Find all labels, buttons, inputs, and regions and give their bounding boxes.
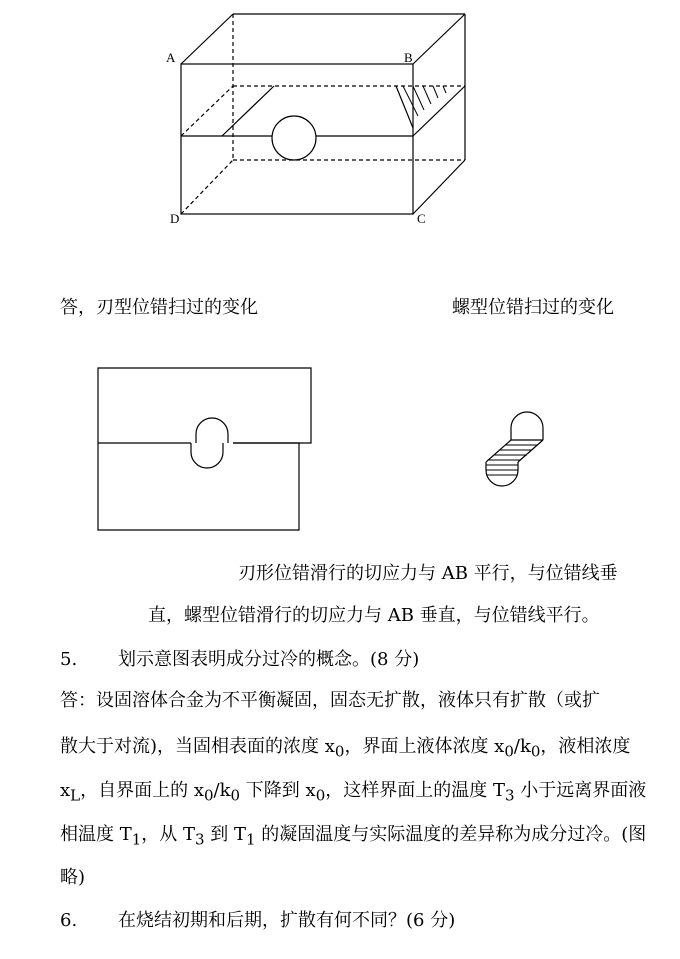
q5-number: 5. — [60, 649, 78, 670]
screw-upper-arc — [511, 412, 543, 440]
screw-left-diagonal — [486, 440, 511, 462]
edge-loop-upper — [196, 418, 228, 443]
answer4-line1: 刃形位错滑行的切应力与 AB 平行，与位错线垂 — [238, 563, 618, 584]
screw-lower-arc — [486, 462, 518, 486]
q6-number: 6. — [60, 910, 78, 931]
edge-loop-lower — [191, 443, 223, 468]
answer5-line4: 相温度 $T_1$，从 $T_3$ 到 $T_1$ 的凝固温度与实际温度的差异称为成分过冷。(图 — [60, 824, 647, 849]
answer5-line2: 散大于对流)，当固相表面的浓度 $x_0$，界面上液体浓度 $x_0/k_0$，液相浓度 — [60, 736, 631, 761]
answer5-line1: 答：设固溶体合金为不平衡凝固，固态无扩散，液体只有扩散（或扩 — [60, 690, 600, 711]
screw-hatching-lines — [486, 445, 537, 475]
answer5-line3: $x_L$，自界面上的 $x_0/k_0$ 下降到 $x_0$，这样界面上的温度 $T_3$ 小于远离界面液 — [60, 780, 647, 805]
answer5-line5: 略) — [60, 867, 86, 888]
caption-screw-dislocation: 螺型位错扫过的变化 — [452, 297, 614, 318]
corner-label-a: A — [166, 50, 176, 65]
edge-lower-block — [98, 443, 299, 530]
edge-upper-block — [98, 368, 311, 443]
corner-label-b: B — [404, 50, 413, 65]
caption-edge-dislocation: 答，刃型位错扫过的变化 — [60, 297, 258, 318]
corner-label-d: D — [170, 211, 180, 226]
screw-right-diagonal — [518, 440, 543, 462]
corner-label-c: C — [417, 211, 426, 226]
q6-text: 在烧结初期和后期，扩散有何不同？(6 分) — [118, 910, 456, 931]
q5-text: 划示意图表明成分过冷的概念。(8 分) — [118, 649, 420, 670]
answer4-line2: 直，螺型位错滑行的切应力与 AB 垂直，与位错线平行。 — [148, 605, 600, 626]
